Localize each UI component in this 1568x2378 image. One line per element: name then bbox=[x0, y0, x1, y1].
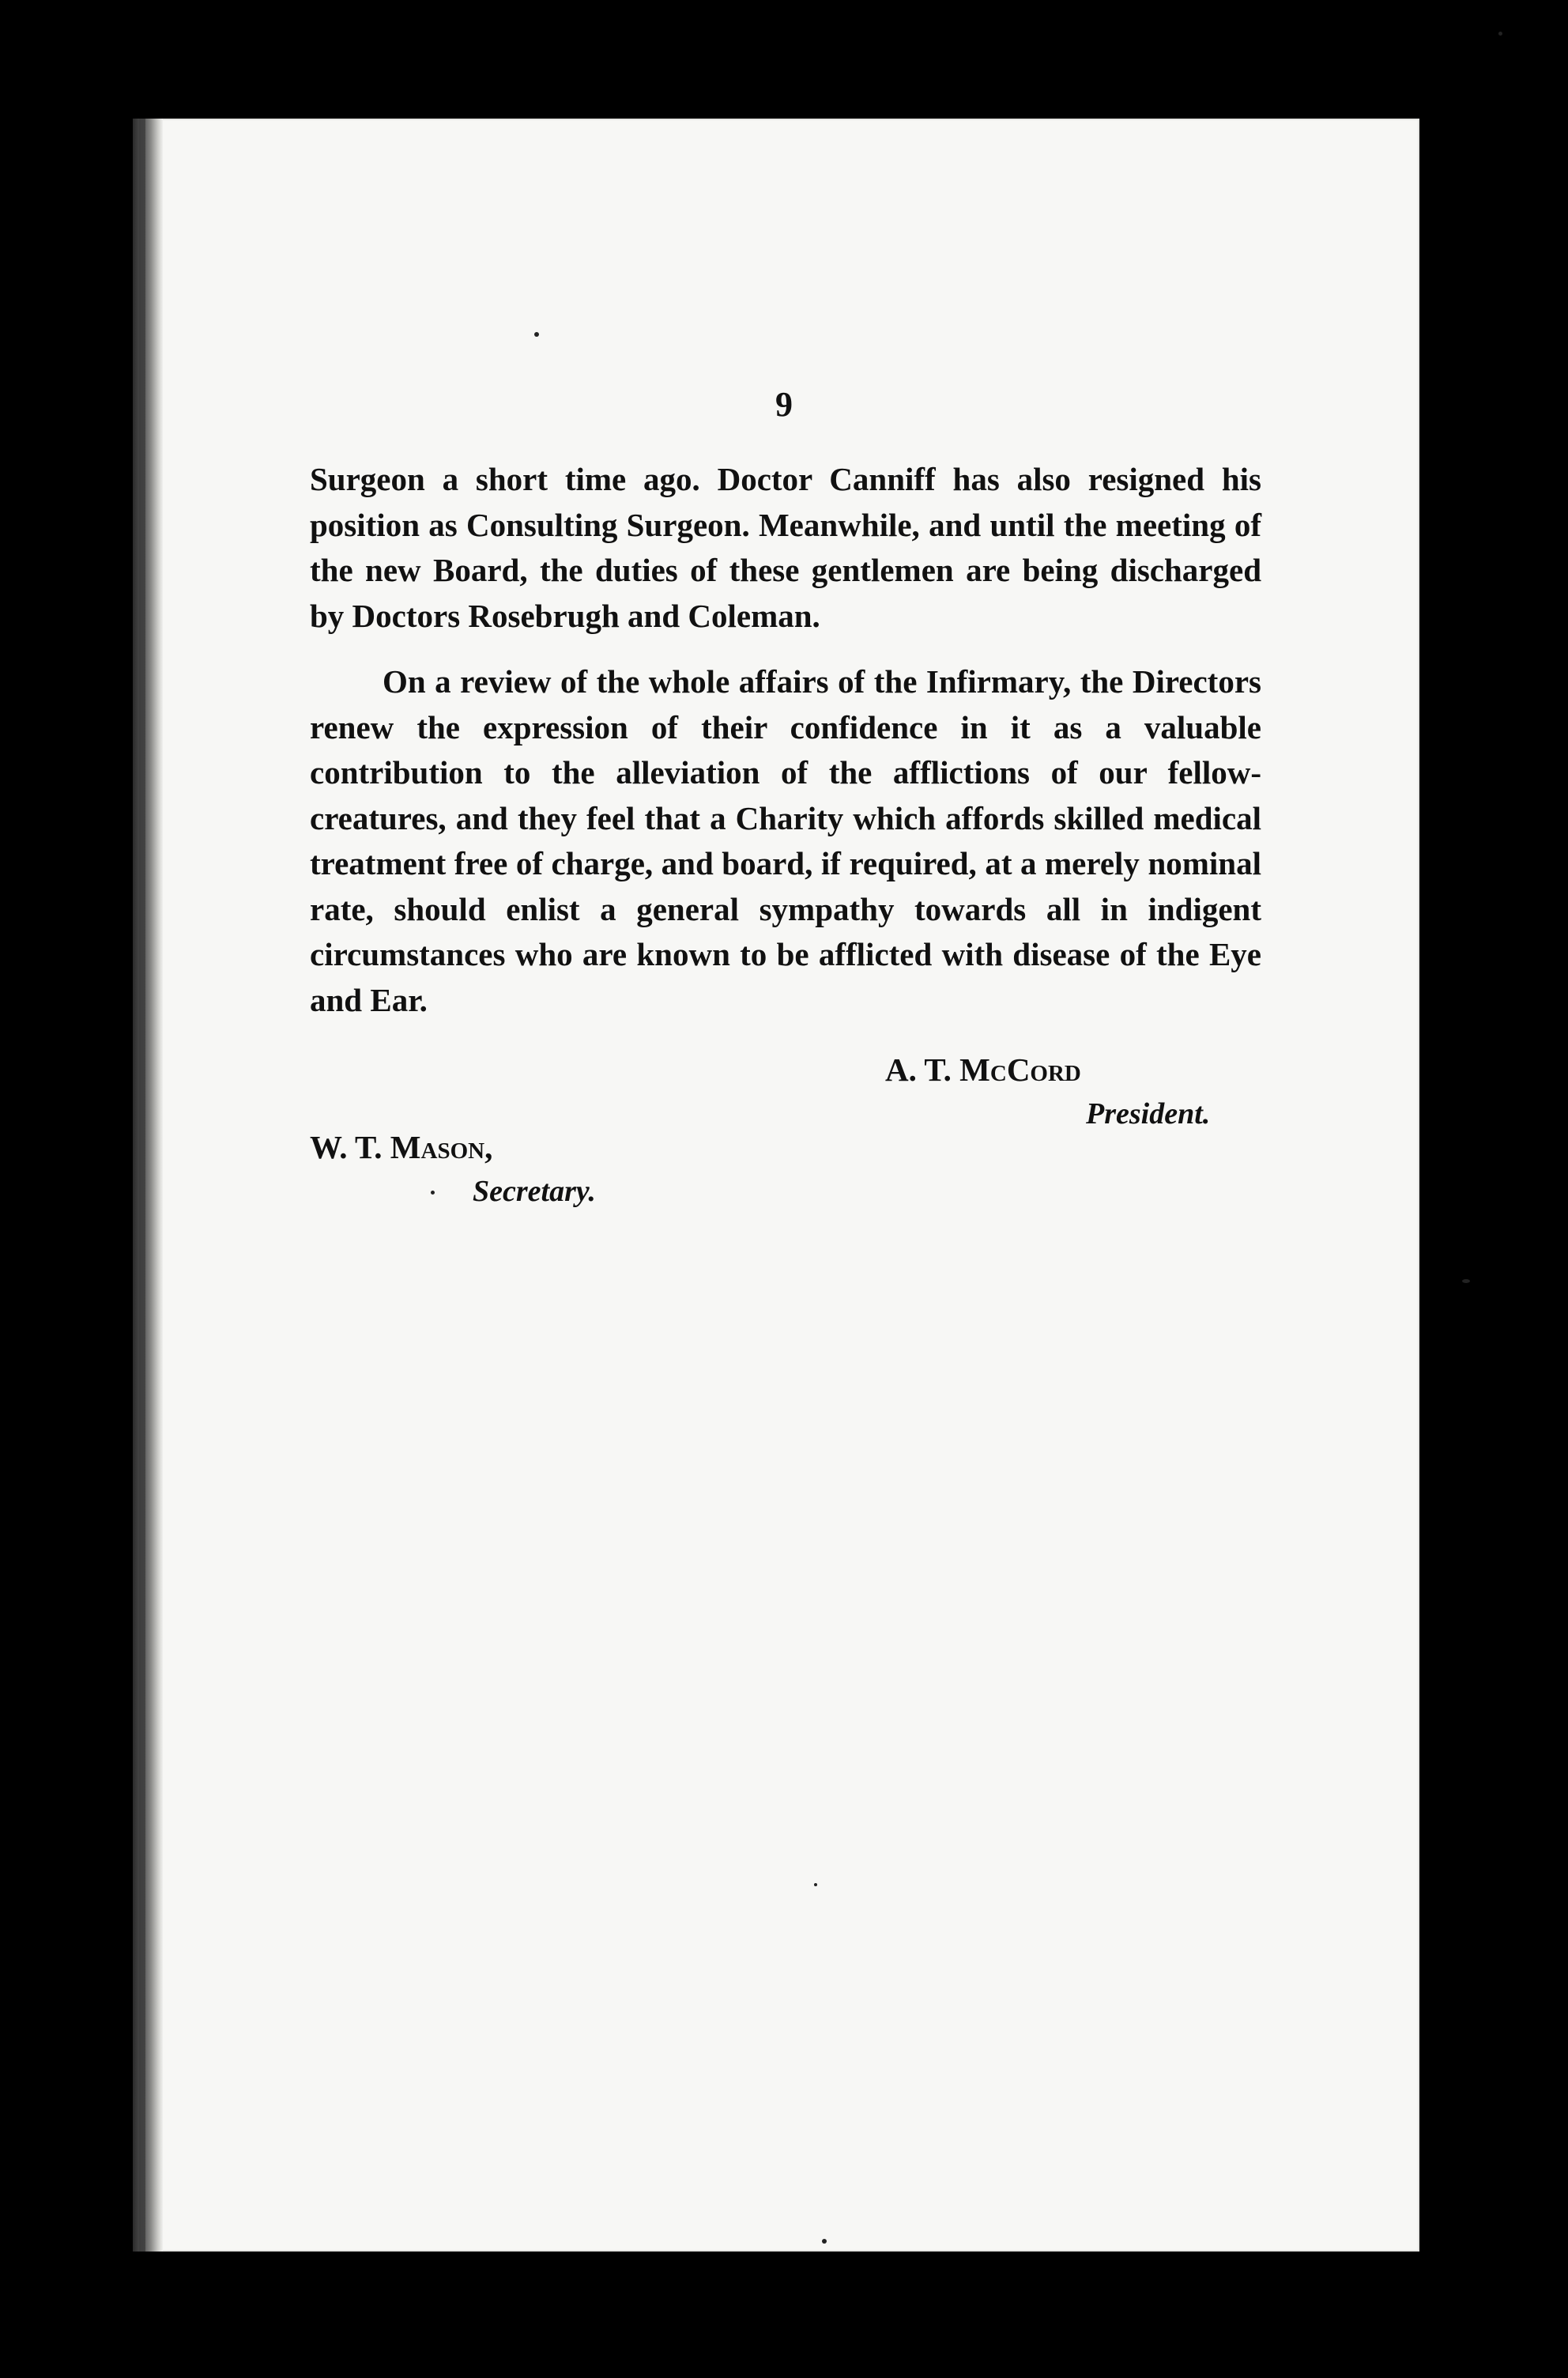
speck-mark bbox=[1462, 1279, 1470, 1283]
speck-mark bbox=[534, 332, 539, 337]
body-paragraph: On a review of the whole affairs of the Infirmary, the Directors renew the expression of their confidence in it as a valuable contribution to the alleviation of the afflictions of our fellow-creatures, and they feel that a Charity which affords skilled medical treatment free of charge, and board, if required, at a merely nominal rate, should enlist a general sympathy towards all in indigent circumstances who are known to be afflicted with disease of the Eye and Ear. bbox=[310, 663, 1261, 1018]
page-number: 9 bbox=[775, 385, 793, 424]
secretary-title: Secretary. bbox=[473, 1175, 596, 1208]
page-gutter-shadow bbox=[133, 119, 163, 2252]
body-paragraph: Surgeon a short time ago. Doctor Canniff has also resigned his position as Consulting Surgeon. Meanwhile, and until the meeting of the new Board, the duties of these gentlemen are being discharged by Doctors Rosebrugh and Coleman. bbox=[310, 461, 1261, 634]
secretary-name: W. T. Mason, bbox=[310, 1129, 493, 1165]
president-name: A. T. McCord bbox=[885, 1051, 1081, 1088]
speck-mark bbox=[814, 1883, 817, 1886]
president-title: President. bbox=[1086, 1097, 1211, 1130]
speck-mark bbox=[822, 2239, 827, 2244]
binding-edge bbox=[139, 119, 145, 2252]
speck-mark bbox=[1498, 32, 1502, 36]
